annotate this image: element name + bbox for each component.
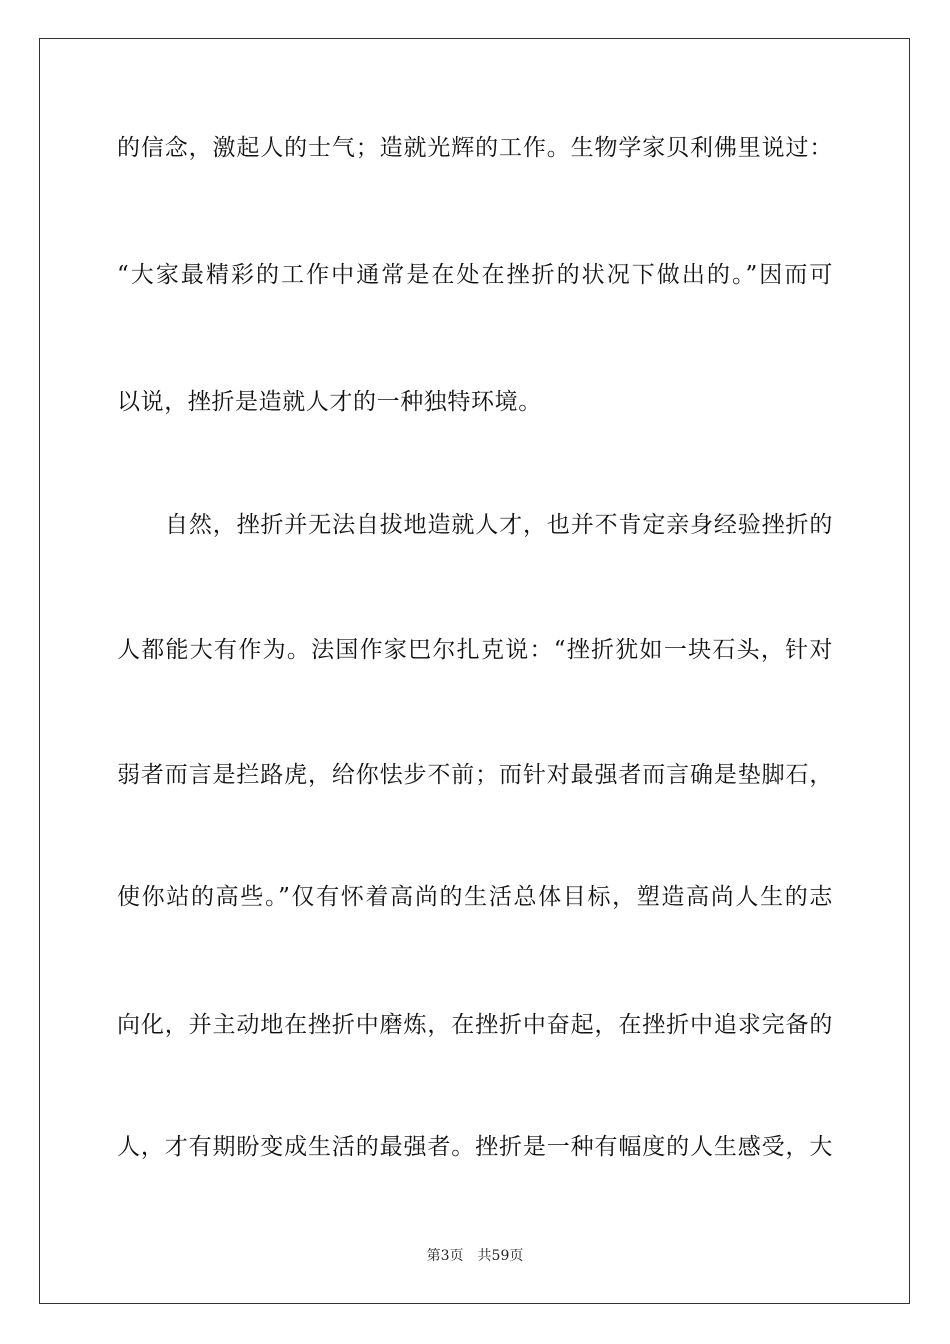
text-line: 向化，并主动地在挫折中磨炼，在挫折中奋起，在挫折中追求完备的	[117, 1012, 833, 1038]
page-number: 第3页	[426, 1248, 464, 1264]
total-pages: 共59页	[477, 1248, 524, 1264]
text-line: 的信念，激起人的士气；造就光辉的工作。生物学家贝利佛里说过：	[117, 135, 833, 161]
text-line: “大家最精彩的工作中通常是在处在挫折的状况下做出的。”因而可	[117, 262, 833, 288]
text-line: 以说，挫折是造就人才的一种独特环境。	[117, 389, 542, 415]
text-line: 自然，挫折并无法自拔地造就人才，也并不肯定亲身经验挫折的	[165, 512, 833, 538]
text-line: 人都能大有作为。法国作家巴尔扎克说：“挫折犹如一块石头，针对	[117, 637, 833, 663]
text-line: 弱者而言是拦路虎，给你怯步不前；而针对最强者而言确是垫脚石，	[117, 762, 833, 788]
text-line: 人，才有期盼变成生活的最强者。挫折是一种有幅度的人生感受，大	[117, 1134, 833, 1160]
page-frame	[39, 38, 910, 1304]
text-line: 使你站的高些。”仅有怀着高尚的生活总体目标，塑造高尚人生的志	[117, 884, 833, 910]
page-footer	[0, 1246, 950, 1266]
